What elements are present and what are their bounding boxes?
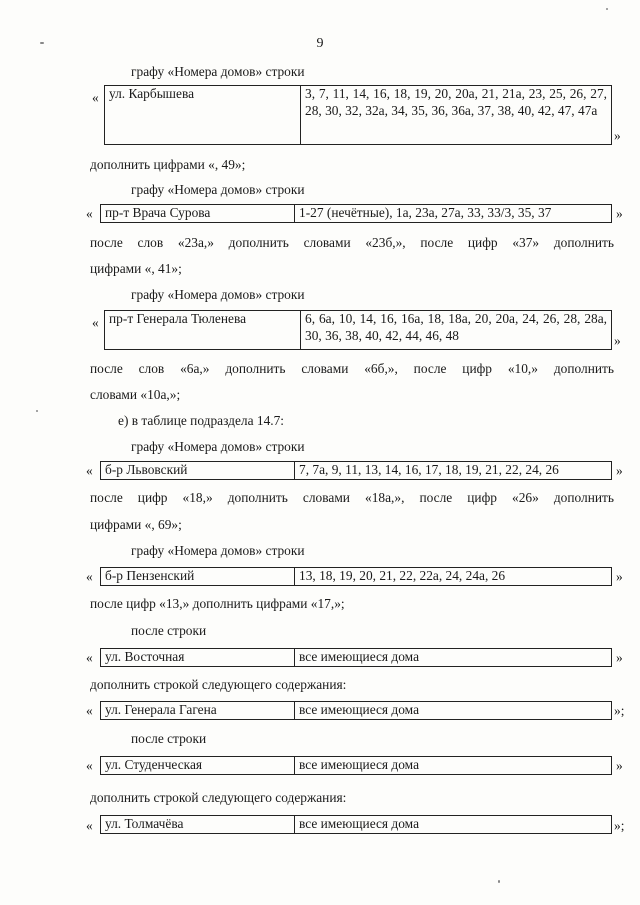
- table-row-generala-gagena: [100, 701, 612, 720]
- instruction-line: графу «Номера домов» строки: [131, 543, 305, 558]
- scan-speck: [36, 410, 38, 412]
- instruction-line: после слов «23а,» дополнить словами «23б,», после цифр «37» дополнить: [90, 235, 614, 250]
- street-cell: пр-т Генерала Тюленева: [105, 311, 301, 349]
- street-cell: ул. Карбышева: [105, 86, 301, 144]
- open-quote: «: [86, 569, 93, 584]
- close-quote: »: [616, 463, 623, 478]
- instruction-line: после строки: [131, 731, 207, 746]
- scan-speck: [606, 8, 608, 10]
- instruction-line: дополнить строкой следующего содержания:: [90, 790, 347, 805]
- close-quote: »: [614, 128, 621, 143]
- instruction-line: графу «Номера домов» строки: [131, 64, 305, 79]
- instruction-line: графу «Номера домов» строки: [131, 182, 305, 197]
- street-cell: пр-т Врача Сурова: [101, 205, 295, 222]
- table-row-generala-tyuleneva: [104, 310, 612, 350]
- close-quote: »: [614, 333, 621, 348]
- houses-cell: все имеющиеся дома: [299, 649, 420, 664]
- table-row-tolmacheva: [100, 815, 612, 834]
- street-cell: ул. Студенческая: [101, 757, 295, 774]
- open-quote: «: [92, 315, 99, 330]
- street-cell: б-р Львовский: [101, 462, 295, 479]
- close-quote: »: [616, 569, 623, 584]
- instruction-line: дополнить цифрами «, 49»;: [90, 157, 246, 172]
- scan-speck: [498, 880, 500, 883]
- instruction-line: цифрами «, 41»;: [90, 261, 182, 276]
- instruction-line: графу «Номера домов» строки: [131, 439, 305, 454]
- instruction-line: словами «10а,»;: [90, 387, 181, 402]
- table-row-studencheskaya: [100, 756, 612, 775]
- houses-cell: все имеющиеся дома: [299, 757, 420, 772]
- open-quote: «: [86, 463, 93, 478]
- open-quote: «: [92, 90, 99, 105]
- houses-cell: все имеющиеся дома: [299, 702, 420, 717]
- table-row-karbysheva: [104, 85, 612, 145]
- instruction-line: графу «Номера домов» строки: [131, 287, 305, 302]
- instruction-line: после цифр «13,» дополнить цифрами «17,»;: [90, 596, 345, 611]
- close-quote-semicolon: »;: [614, 818, 625, 833]
- houses-cell: 6, 6а, 10, 14, 16, 16а, 18, 18а, 20, 20а, 24, 26, 28, 28а, 30, 36, 38, 40, 42, 44, 46, 48: [305, 311, 607, 343]
- open-quote: «: [86, 650, 93, 665]
- table-row-vostochnaya: [100, 648, 612, 667]
- houses-cell: 3, 7, 11, 14, 16, 18, 19, 20, 20а, 21, 21а, 23, 25, 26, 27, 28, 30, 32, 32а, 34, 35, 36, 36а, 37, 38, 40, 42, 47, 47а: [305, 86, 607, 118]
- instruction-line: после цифр «18,» дополнить словами «18а,», после цифр «26» дополнить: [90, 490, 614, 505]
- street-cell: ул. Толмачёва: [101, 816, 295, 833]
- street-cell: ул. Восточная: [101, 649, 295, 666]
- table-row-penzensky: [100, 567, 612, 586]
- instruction-line: после слов «6а,» дополнить словами «6б,», после цифр «10,» дополнить: [90, 361, 614, 376]
- instruction-line: цифрами «, 69»;: [90, 517, 182, 532]
- houses-cell: все имеющиеся дома: [299, 816, 420, 831]
- houses-cell: 7, 7а, 9, 11, 13, 14, 16, 17, 18, 19, 21, 22, 24, 26: [299, 462, 559, 477]
- close-quote: »: [616, 650, 623, 665]
- street-cell: б-р Пензенский: [101, 568, 295, 585]
- instruction-line: после строки: [131, 623, 207, 638]
- open-quote: «: [86, 703, 93, 718]
- open-quote: «: [86, 206, 93, 221]
- table-row-vracha-surova: [100, 204, 612, 223]
- close-quote: »: [616, 206, 623, 221]
- street-cell: ул. Генерала Гагена: [101, 702, 295, 719]
- table-row-lvovsky: [100, 461, 612, 480]
- open-quote: «: [86, 758, 93, 773]
- close-quote: »: [616, 758, 623, 773]
- houses-cell: 1-27 (нечётные), 1а, 23а, 27а, 33, 33/3, 35, 37: [299, 205, 552, 220]
- open-quote: «: [86, 818, 93, 833]
- houses-cell: 13, 18, 19, 20, 21, 22, 22а, 24, 24а, 26: [299, 568, 506, 583]
- close-quote-semicolon: »;: [614, 703, 625, 718]
- page-number: 9: [316, 36, 324, 51]
- instruction-line: е) в таблице подраздела 14.7:: [118, 413, 285, 428]
- scan-speck: [40, 42, 44, 44]
- instruction-line: дополнить строкой следующего содержания:: [90, 677, 347, 692]
